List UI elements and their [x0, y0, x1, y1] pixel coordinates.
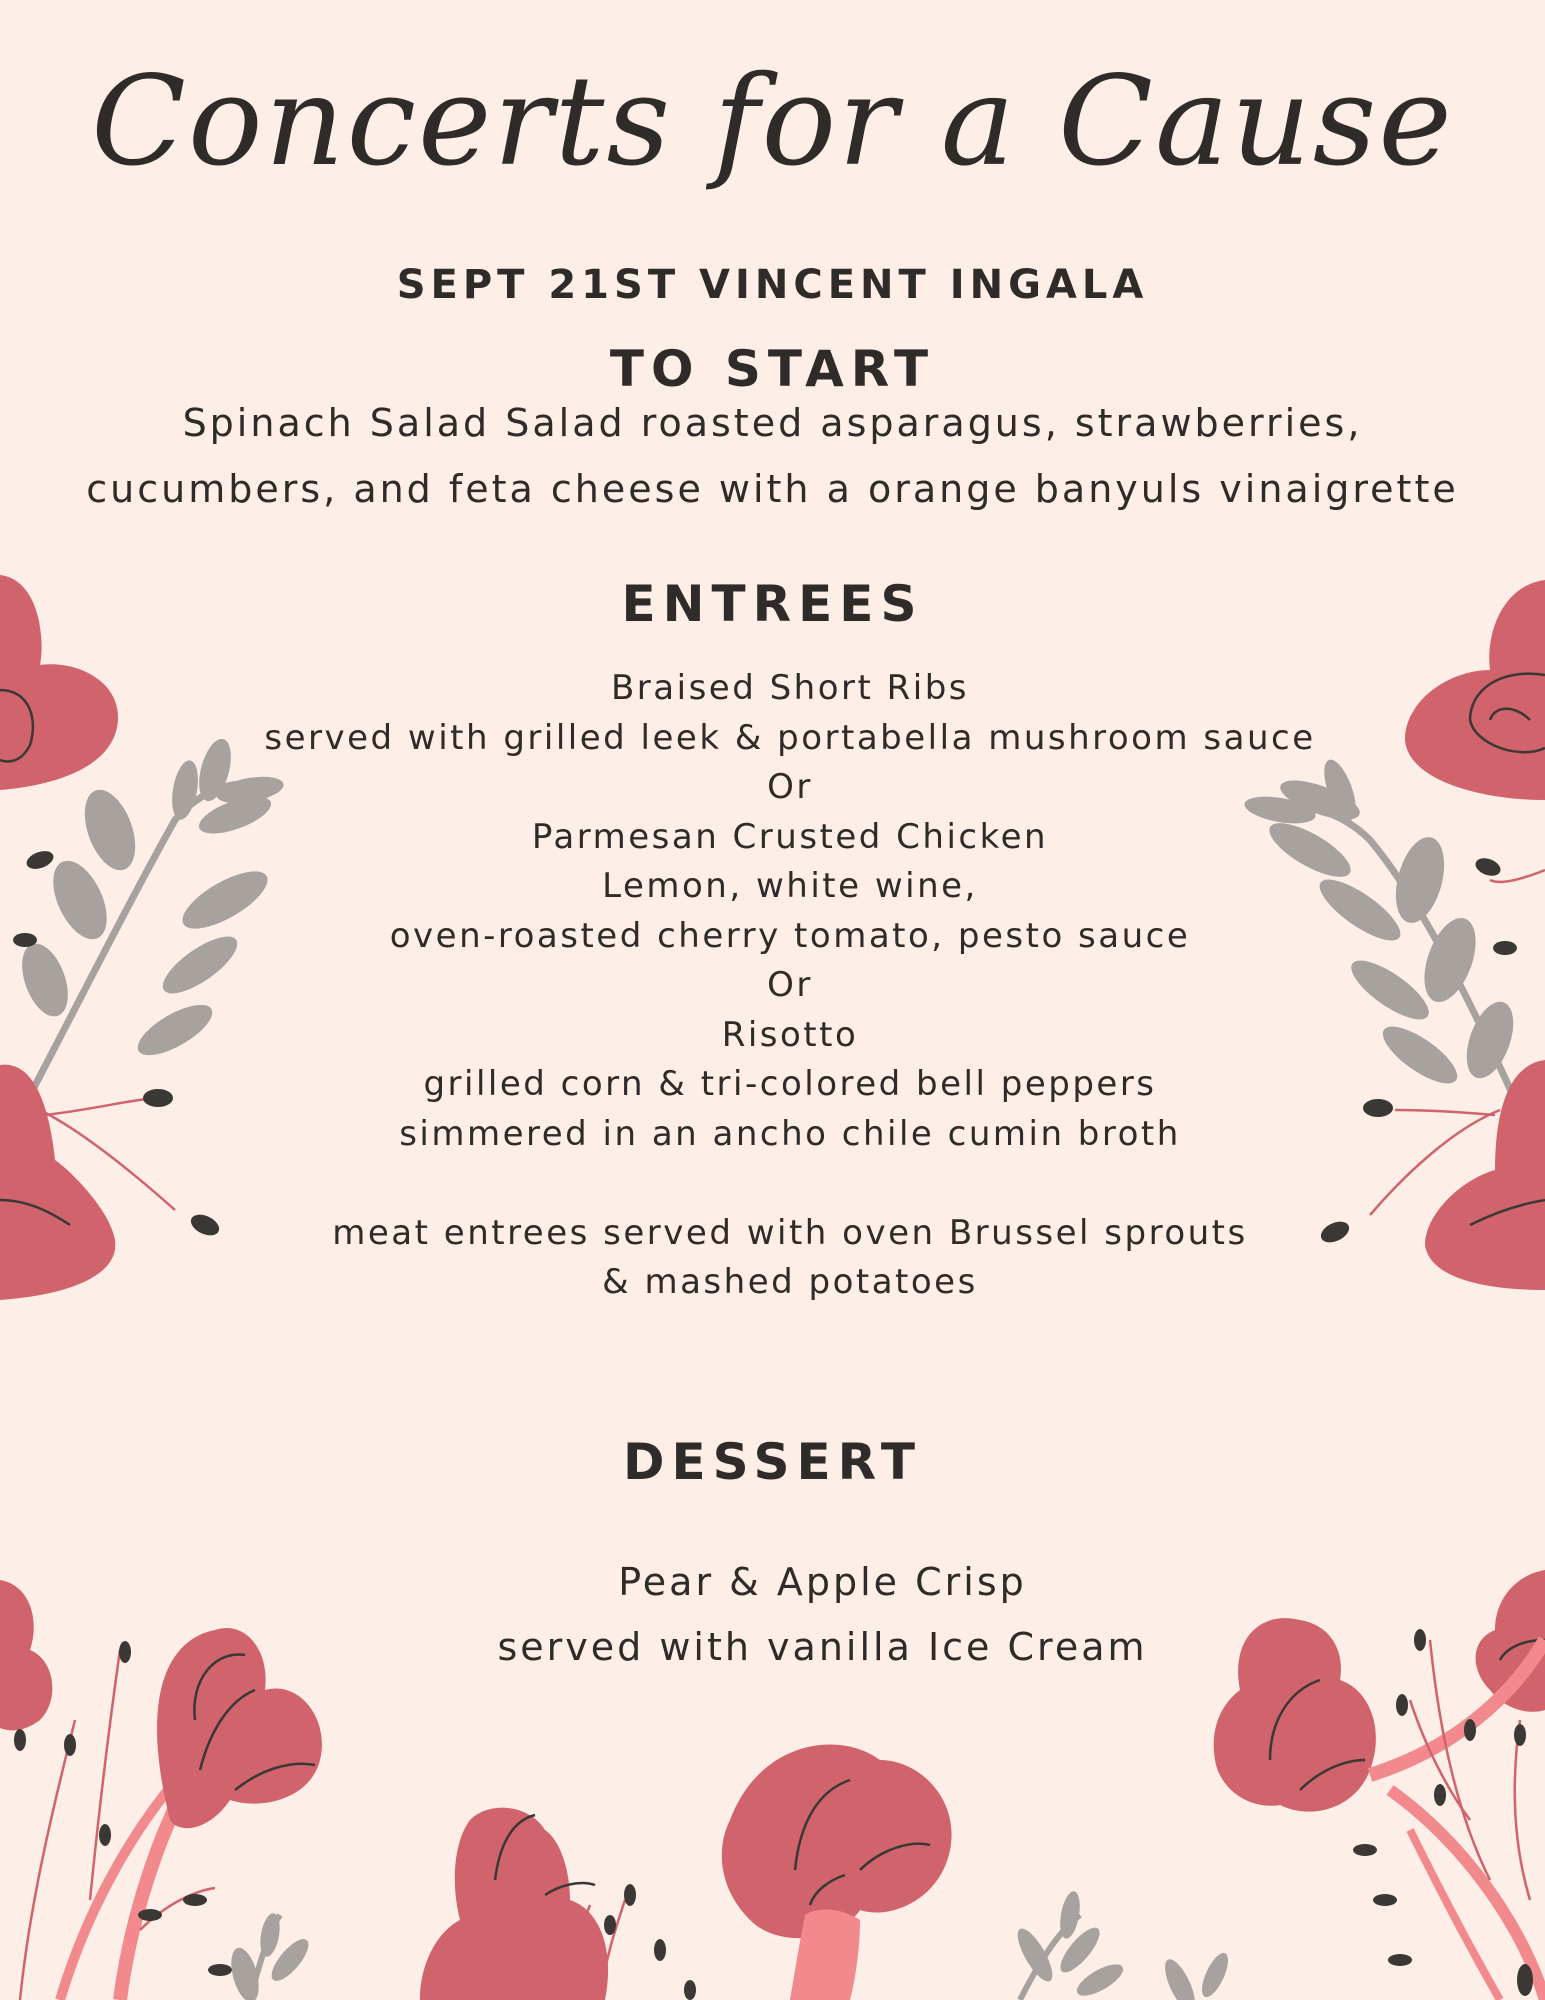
entrees-heading: ENTREES — [621, 575, 924, 633]
entree-line: Parmesan Crusted Chicken — [531, 816, 1049, 857]
entree-line: oven-roasted cherry tomato, pesto sauce — [389, 915, 1191, 956]
dessert-description — [50, 1550, 1545, 1680]
entree-line: served with grilled leek & portabella mushroom sauce — [264, 717, 1316, 758]
entree-line: simmered in an ancho chile cumin broth — [399, 1113, 1181, 1154]
to-start-line: cucumbers, and feta cheese with a orange banyuls vinaigrette — [86, 467, 1459, 511]
entree-note-line: & mashed potatoes — [602, 1262, 978, 1302]
to-start-line: Spinach Salad Salad roasted asparagus, strawberries, — [182, 401, 1363, 445]
entree-note-line: meat entrees served with oven Brussel sprouts — [332, 1212, 1248, 1253]
entree-line: Risotto — [721, 1014, 859, 1055]
entrees-list — [40, 664, 1540, 1308]
entree-line: Lemon, white wine, — [602, 866, 978, 906]
dessert-heading: DESSERT — [623, 1433, 922, 1491]
entree-line: grilled corn & tri-colored bell peppers — [423, 1064, 1157, 1104]
event-subtitle: SEPT 21ST VINCENT INGALA — [396, 262, 1149, 308]
entree-line: Braised Short Ribs — [610, 668, 970, 708]
entree-line: Or — [767, 965, 813, 1005]
to-start-heading: TO START — [609, 340, 936, 398]
to-start-description — [0, 390, 1545, 522]
dessert-line: Pear & Apple Crisp — [618, 1560, 1027, 1604]
entree-spacer — [40, 1159, 1540, 1209]
entree-line: Or — [767, 767, 813, 807]
dessert-line: served with vanilla Ice Cream — [497, 1625, 1148, 1669]
event-title: Concerts for a Cause — [91, 50, 1454, 194]
